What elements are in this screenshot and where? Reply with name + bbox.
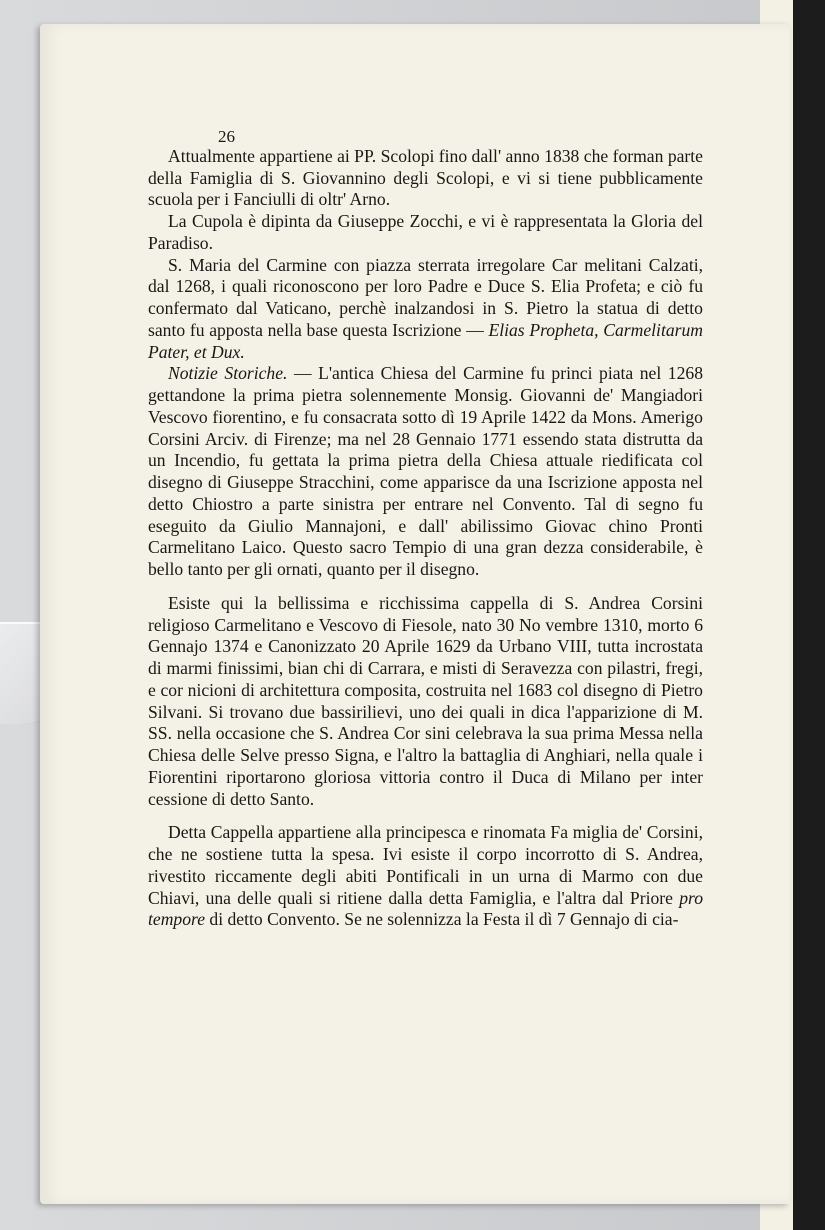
text-line: Giovanni de' Mangiadori Vescovo fiorentino, e fu consacrata sotto	[148, 385, 704, 427]
text-line: sini celebrava la sua prima Messa nella Chiesa delle Selve presso	[148, 723, 703, 765]
book-cover-edge	[793, 0, 825, 1230]
text-line: Attualmente appartiene ai PP. Scolopi fino dall' anno 1838	[168, 145, 584, 166]
text-line: Signa, e l'altro la battaglia di Anghiari, nella quale i Fiorentini	[148, 745, 703, 787]
text-line: S. Maria del Carmine con piazza sterrata irregolare Car	[168, 254, 578, 275]
text-line: — L'antica Chiesa del Carmine fu princi	[293, 363, 593, 384]
text-line: questa Iscrizione —	[342, 319, 489, 340]
pro-tempore-italic: pro tempore	[148, 887, 703, 930]
text-line: cessione di detto Santo.	[148, 788, 315, 809]
text-line: dica l'apparizione di M. SS. nella occasione che S. Andrea Cor	[148, 701, 704, 744]
text-line: chi di Carrara, e misti di Seravezza con pilastri, fregi, e cor	[148, 658, 703, 700]
paragraph-famiglia-corsini	[148, 822, 703, 931]
paragraph-scolopi	[148, 146, 703, 211]
text-line: la Gloria del Paradiso.	[148, 211, 703, 253]
text-line: Pontificali in un urna di Marmo con due Chiavi, una delle quali	[148, 865, 703, 908]
text-line: vembre 1310, morto 6 Gennajo 1374 e Canonizzato 20 Aprile	[148, 614, 703, 657]
text-line: Corsini religioso Carmelitano e Vescovo di Fiesole, nato 30 No	[148, 592, 703, 635]
text-line: La Cupola è dipinta da Giuseppe Zocchi, e vi è rappresentata	[168, 211, 614, 231]
text-line: gettata la prima pietra della Chiesa attuale riedificata col disegno di	[148, 450, 703, 492]
paragraph-carmine	[148, 255, 703, 364]
inscription-italic: Elias Propheta, Carmelitarum Pater, et Dux.	[148, 319, 703, 362]
text-line: inalzandosi in S. Pietro la statua di detto santo fu apposta nella base	[148, 298, 703, 340]
text-line: miglia de' Corsini, che ne sostiene tutta la spesa. Ivi esiste il	[148, 822, 703, 864]
text-line: di detto Convento. Se ne solennizza la Festa il dì 7 Gennajo di cia-	[209, 909, 679, 930]
text-line: Esiste qui la bellissima e ricchissima cappella di S. Andrea	[168, 592, 652, 613]
text-line: si ritiene dalla detta Famiglia, e l'altra dal Priore	[319, 887, 680, 908]
text-line: disegno.	[420, 559, 480, 579]
text-line: dezza considerabile, è bello tanto per gli ornati, quanto per il	[148, 537, 703, 579]
paragraph-cappella-corsini	[148, 593, 703, 811]
text-line: riportarono gloriosa vittoria contro il Duca di Milano per inter	[226, 766, 703, 787]
text-line: di Pietro Silvani. Si trovano due bassirilievi, uno dei quali in	[148, 679, 703, 722]
text-line: che forman parte della Famiglia di S. Giovannino degli Scolopi,	[148, 145, 703, 188]
text-line: 1629 da Urbano VIII, tutta incrostata di marmi finissimi, bian	[148, 636, 703, 678]
text-line: e Duce S. Elia Profeta; e ciò fu confermato dal Vaticano, perchè	[148, 276, 703, 318]
text-line: melitani Calzati, dal 1268, i quali riconoscono per loro Padre	[148, 254, 703, 297]
text-line: Detta Cappella appartiene alla principesca e rinomata Fa	[168, 822, 569, 843]
text-line: piata nel 1268 gettandone la prima pietra solennemente Monsig.	[148, 363, 703, 405]
text-line: Giuseppe Stracchini, come apparisce da una Iscrizione apposta nel	[227, 472, 703, 492]
page-number: 26	[218, 127, 235, 146]
text-line: dì 19 Aprile 1422 da Mons. Amerigo Corsini Arciv. di Firenze;	[148, 406, 703, 449]
text-line: segno fu eseguito da Giulio Mannajoni, e dall' abilissimo Giovac	[148, 493, 703, 536]
text-line: nicioni di architettura composita, costruita nel 1683 col disegno	[187, 679, 643, 700]
text-line: detto Chiostro a parte sinistra per entrare nel Convento. Tal di	[148, 493, 630, 514]
section-heading-italic: Notizie Storiche.	[168, 363, 294, 384]
paragraph-cupola	[148, 211, 703, 255]
text-line: e vi si tiene pubblicamente scuola per i Fanciulli di oltr' Arno.	[148, 167, 703, 210]
text-line: corpo incorrotto di S. Andrea, rivestito riccamente degli abiti	[148, 844, 703, 886]
page-text	[148, 126, 703, 931]
text-line: chino Pronti Carmelitano Laico. Questo sacro Tempio di una gran	[148, 515, 703, 558]
text-line: ma nel 28 Gennaio 1771 essendo stata distrutta da un Incendio, fu	[148, 428, 703, 471]
paragraph-notizie-storiche	[148, 363, 703, 581]
